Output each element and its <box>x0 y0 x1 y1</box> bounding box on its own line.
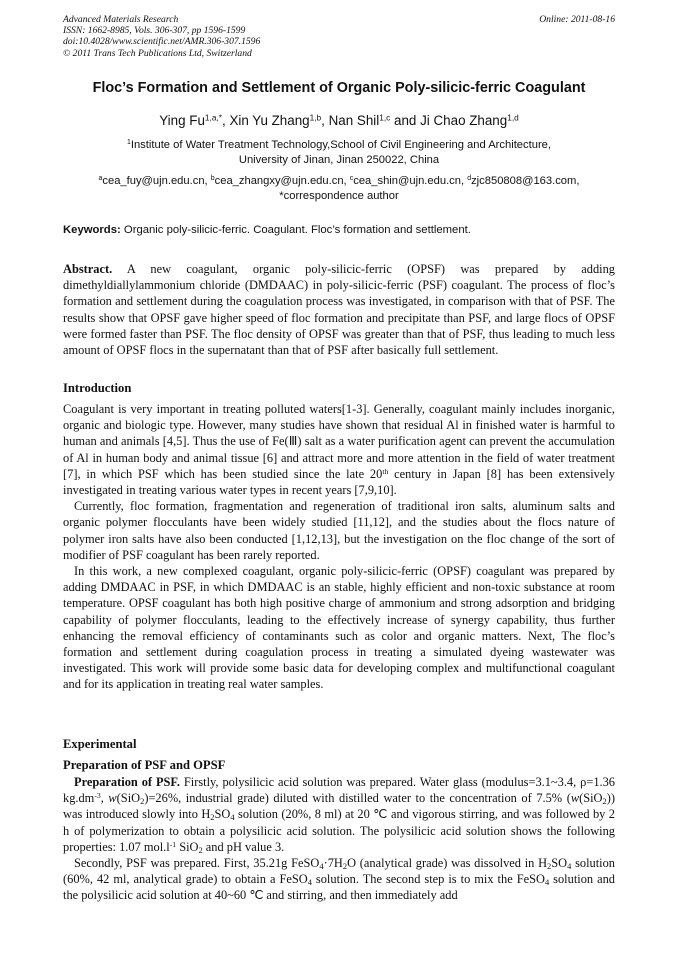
exp-text: SO <box>214 807 231 822</box>
author-separator: , <box>321 113 329 128</box>
email-mark: b <box>210 175 215 183</box>
exp-text: SiO <box>176 839 199 854</box>
journal-header <box>63 14 615 59</box>
issn-line: ISSN: 1662-8985, Vols. 306-307, pp 1596-1599 <box>63 25 246 37</box>
keywords-label: Keywords: <box>63 224 121 236</box>
email-address: cea_fuy@ujn.edu.cn, <box>102 175 211 187</box>
exp-sup: -3 <box>94 790 101 800</box>
author-affil-mark: 1,a,* <box>204 112 222 123</box>
author-affil-mark: 1,b <box>309 112 322 123</box>
abstract-text: A new coagulant, organic poly-silicic-ferric (OPSF) was prepared by adding dimethyldiallylammonium chloride (DMDAAC) in poly-silicic-ferric (PSF) coagulant. The process of floc’s formation and settlement during the coagulation process was investigated, in comparison with that of PSF. The results show that OPSF gave higher speed of floc formation and precipitate than PSF, and large flocs of OPSF were formed faster than PSF. The floc density of OPSF was greater than that of PSF, thus leading to much less amount of OPSF flocs in the supernatant than that of PSF after basically full settlement. <box>63 262 615 358</box>
exp-sub: 4 <box>230 812 235 823</box>
author-name: Xin Yu Zhang <box>229 113 310 128</box>
exp-sub: 2 <box>210 812 215 823</box>
exp-sub: 4 <box>307 877 312 888</box>
exp-text: (SiO <box>579 791 603 806</box>
exp-sub: 2 <box>198 844 203 855</box>
affiliation-mark: 1 <box>126 139 131 147</box>
exp-italic: w <box>108 791 117 806</box>
section-heading-experimental: Experimental <box>63 737 137 751</box>
author-name: Nan Shil <box>328 113 380 128</box>
email-block <box>50 174 628 204</box>
exp-paragraph-1 <box>63 774 615 855</box>
introduction-body <box>63 401 615 693</box>
online-date: Online: 2011-08-16 <box>539 14 615 25</box>
exp-text: solution (60%, 42 ml, analytical grade) to obtain a FeSO <box>63 856 615 887</box>
exp-text: Firstly, polysilicic acid solution was prepared. Water glass (modulus=3.1~3.4, ρ=1.36 kg.dm <box>63 775 616 806</box>
exp-text: Secondly, PSF was prepared. First, 35.21g FeSO <box>74 856 320 871</box>
exp-sub: 2 <box>547 861 552 872</box>
exp-p1-label: Preparation of PSF. <box>74 775 180 789</box>
copyright-line: © 2011 Trans Tech Publications Ltd, Switzerland <box>63 47 252 59</box>
exp-text: SO <box>551 856 568 871</box>
keywords-text: Organic poly-silicic-ferric. Coagulant. Floc’s formation and settlement. <box>120 224 471 236</box>
intro-p1-sup: th <box>382 466 389 476</box>
email-mark: d <box>467 175 472 183</box>
exp-text: ·7H <box>323 856 343 871</box>
exp-sub: 4 <box>567 861 572 872</box>
author-name: Ying Fu <box>159 113 205 128</box>
abstract-label: Abstract. <box>63 262 113 276</box>
subsection-heading: Preparation of PSF and OPSF <box>63 758 226 772</box>
exp-text: O (analytical grade) was dissolved in H <box>347 856 548 871</box>
affiliation-line-2: University of Jinan, Jinan 250022, China <box>238 154 440 166</box>
affiliation <box>70 138 608 168</box>
email-address: cea_zhangxy@ujn.edu.cn, <box>214 175 350 187</box>
affiliation-line-1: Institute of Water Treatment Technology,School of Civil Engineering and Architecture, <box>130 139 552 151</box>
exp-text: (SiO <box>116 791 141 806</box>
exp-italic: w <box>570 791 580 806</box>
intro-paragraph-1 <box>63 401 615 498</box>
intro-paragraph-2: Currently, floc formation, fragmentation and regeneration of traditional iron salts, aluminum salts and organic polymer flocculants have been widely studied [11,12], and the studies about the flocs nature of polymer iron salts have also been conducted [1,12,13], but the investigation on the floc change of the sort of modifier of PSF coagulant has been rarely reported. <box>63 499 615 562</box>
email-address: zjc850808@163.com, <box>471 175 580 187</box>
email-mark: a <box>98 175 103 183</box>
exp-sub: 2 <box>342 861 348 872</box>
intro-p1-text-cont: century in Japan [8] has been extensively investigated in treating various water types in recent years [7,9,10]. <box>63 466 615 498</box>
intro-p1-text: Coagulant is very important in treating polluted waters[1-3]. Generally, coagulant mainly includes inorganic, organic and biologic type. However, many studies have shown that residual Al in finished water is harmful to human and animals [4,5]. Thus the use of Fe(Ⅲ) salt as a water purification agent can prevent the accumulation of Al in human body and animal tissue [6] and attract more and more attention in the field of water treatment [7], in which PSF which has been studied since the late 20 <box>63 402 615 481</box>
paper-title: Floc’s Formation and Settlement of Organic Poly-silicic-ferric Coagulant <box>92 80 586 96</box>
exp-text: solution. The second step is to mix the FeSO <box>311 872 545 887</box>
author-name: Ji Chao Zhang <box>420 113 508 128</box>
author-separator: , <box>221 113 230 128</box>
exp-text: and pH value 3. <box>202 839 285 854</box>
author-affil-mark: 1,c <box>379 112 391 123</box>
email-address: cea_shin@ujn.edu.cn, <box>353 175 468 187</box>
author-affil-mark: 1,d <box>507 112 519 123</box>
experimental-body <box>63 774 615 904</box>
exp-text: solution and the polysilicic acid solution at 40~60 ℃ and stirring, and then immediately add <box>63 872 615 903</box>
correspondence-note: *correspondence author <box>279 190 399 202</box>
section-heading-introduction: Introduction <box>63 381 132 395</box>
keywords <box>63 224 615 236</box>
exp-text: solution (20%, 8 ml) at 20 ℃ and vigorous stirring, and was followed by 2 h of polymerization to obtain a polysilicic acid solution. The polysilicic acid solution shows the following properties: 1.07 mol.l <box>63 807 615 854</box>
exp-sub: 4 <box>319 861 324 872</box>
email-mark: c <box>349 175 354 183</box>
doi-line: doi:10.4028/www.scientific.net/AMR.306-307.1596 <box>63 36 261 48</box>
exp-paragraph-2 <box>63 855 615 904</box>
author-separator: and <box>390 113 421 128</box>
abstract <box>63 261 615 358</box>
intro-paragraph-3: In this work, a new complexed coagulant, organic poly-silicic-ferric (OPSF) coagulant was prepared by adding DMDAAC in PSF, in which DMDAAC is an stable, highly efficient and non-toxic substance at room temperature. OPSF coagulant has both high positive charge of ammonium and strong adsorption and bridging capability of polymer flocculants, leading to the effectively increase of synergy capability, thus further enhancing the removal efficiency of contaminants such as color and organic matters. Next, The floc’s formation and settlement during coagulation process in treating a simulated dyeing wastewater was investigated. This work will provide some basic data for developing complex and multifunctional coagulant and for its application in treating real water samples. <box>63 564 615 692</box>
journal-name: Advanced Materials Research <box>63 14 179 25</box>
exp-text: )=26%, industrial grade) diluted with distilled water to the concentration of 7.5% ( <box>144 791 571 806</box>
exp-sub: 2 <box>140 796 145 807</box>
exp-sub: 2 <box>602 796 607 807</box>
exp-text: )) was introduced slowly into H <box>63 791 615 822</box>
exp-sub: 4 <box>544 877 550 888</box>
author-list <box>40 113 638 128</box>
exp-sup: -1 <box>169 839 177 849</box>
exp-text: , <box>100 791 109 806</box>
